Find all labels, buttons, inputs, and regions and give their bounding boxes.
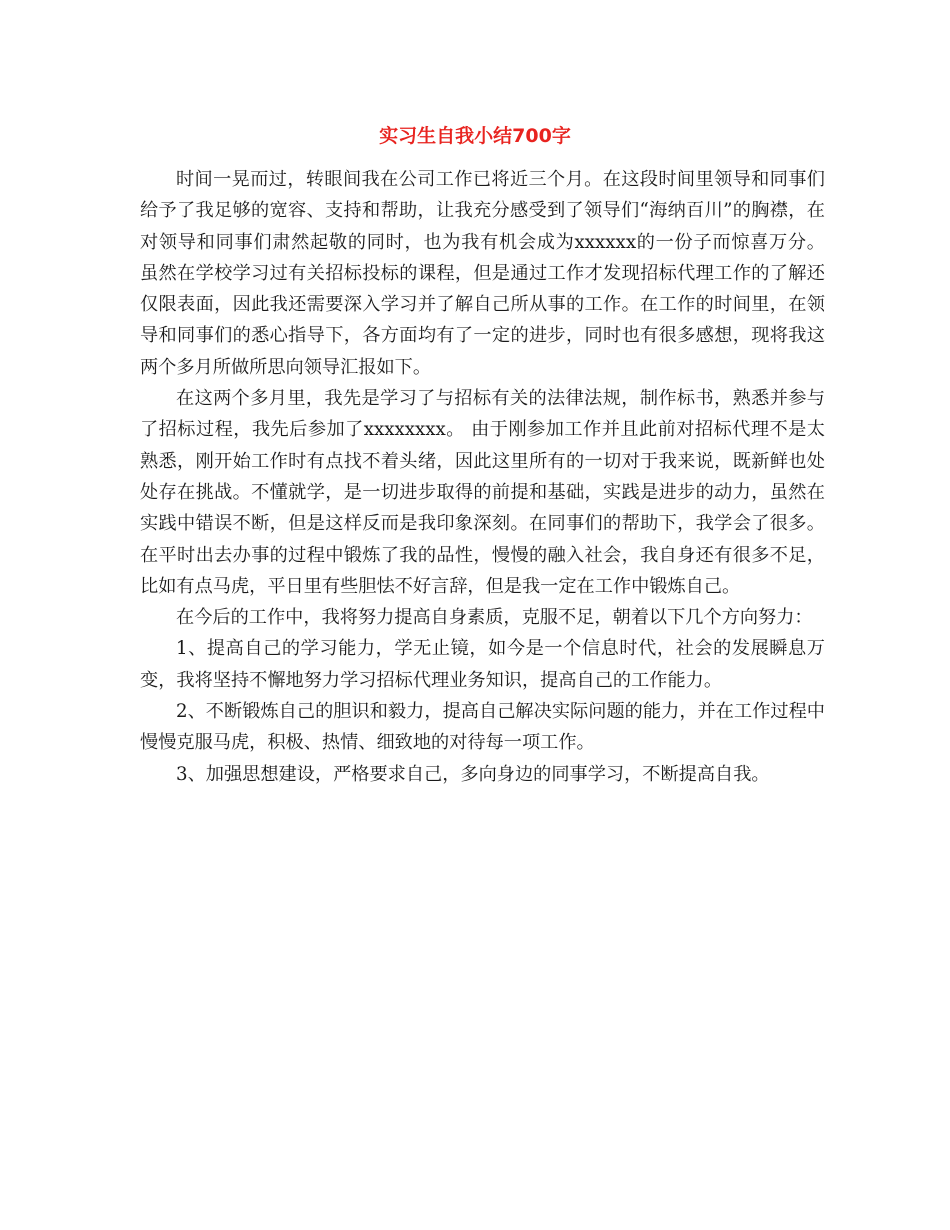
document-title: 实习生自我小结700字 <box>379 125 571 147</box>
paragraph-plan-item-3: 3、加强思想建设，严格要求自己，多向身边的同事学习，不断提高自我。 <box>176 763 770 785</box>
paragraph-intro: 时间一晃而过，转眼间我在公司工作已将近三个月。在这段时间里领导和同事们给予了我足够的宽容、支持和帮助，让我充分感受到了领导们“海纳百川”的胸襟，在对领导和同事们肃然起敬的同时，也为我有机会成为xxxxxx的一份子而惊喜万分。 虽然在学校学习过有关招标投标的课程，但是通过工作才发现招标代理工作的了解还仅限表面，因此我还需要深入学习并了解自己所从事的工作。在工作的时间里，在领导和同事们的悉心指导下，各方面均有了一定的进步，同时也有很多感想，现将我这两个多月所做所思向领导汇报如下。 <box>140 169 825 378</box>
document-body <box>140 164 825 790</box>
paragraph-plan-intro: 在今后的工作中，我将努力提高自身素质，克服不足，朝着以下几个方向努力： <box>176 607 813 629</box>
paragraph-experience: 在这两个多月里，我先是学习了与招标有关的法律法规，制作标书，熟悉并参与了招标过程，我先后参加了xxxxxxxx。 由于刚参加工作并且此前对招标代理不是太熟悉，刚开始工作时有点找不着头绪，因此这里所有的一切对于我来说，既新鲜也处处存在挑战。不懂就学，是一切进步取得的前提和基础，实践是进步的动力，虽然在实践中错误不断，但是这样反而是我印象深刻。在同事们的帮助下，我学会了很多。在平时出去办事的过程中锻炼了我的品性，慢慢的融入社会，我自身还有很多不足，比如有点马虎，平日里有些胆怯不好言辞，但是我一定在工作中锻炼自己。 <box>140 388 825 597</box>
paragraph-plan-item-1: 1、提高自己的学习能力，学无止镜，如今是一个信息时代，社会的发展瞬息万变，我将坚持不懈地努力学习招标代理业务知识，提高自己的工作能力。 <box>140 638 825 691</box>
paragraph-plan-item-2: 2、不断锻炼自己的胆识和毅力，提高自己解决实际问题的能力，并在工作过程中慢慢克服马虎，积极、热情、细致地的对待每一项工作。 <box>140 701 825 754</box>
